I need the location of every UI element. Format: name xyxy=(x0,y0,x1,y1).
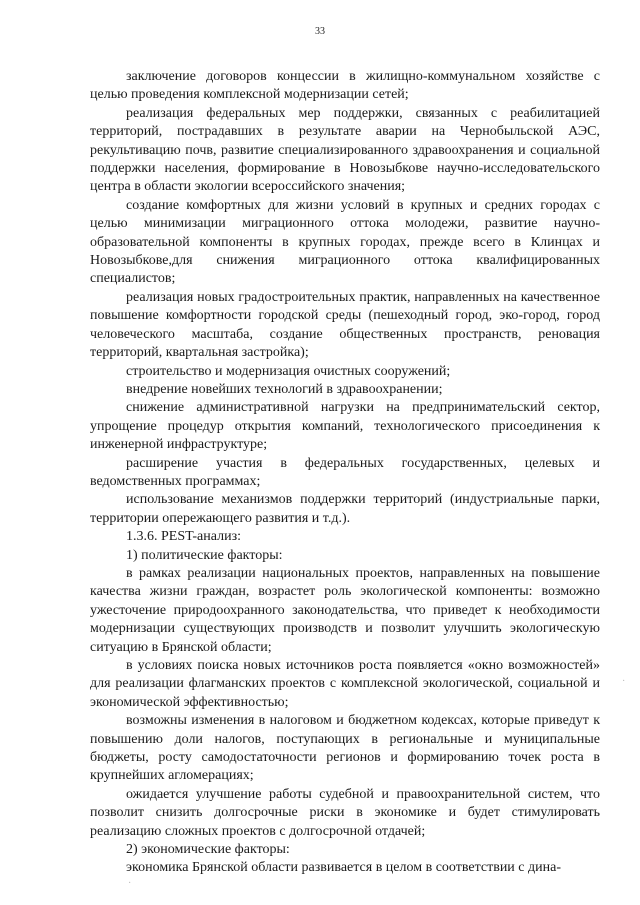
paragraph: использование механизмов поддержки территорий (индустриальные парки, территории опережающего развития и т.д.). xyxy=(90,492,600,526)
paragraph: в рамках реализации национальных проектов, направленных на повышение качества жизни граждан, возрастет роль экологической компоненты: возможно ужесточение природоохранного законодательства, что приведет к необходимости модернизации существующих производств и позволит улучшить экологическую ситуацию в Брянской области; xyxy=(90,565,600,655)
scan-mark: · xyxy=(128,878,132,889)
paragraph: строительство и модернизация очистных сооружений; xyxy=(126,363,451,379)
paragraph: в условиях поиска новых источников роста появляется «окно возможностей» для реализации флагманских проектов с комплексной экологической, социальной и экономической эффективностью; xyxy=(90,658,600,710)
paragraph: внедрение новейших технологий в здравоохранении; xyxy=(126,381,443,397)
paragraph: снижение административной нагрузки на предпринимательский сектор, упрощение процедур открытия компаний, технологического присоединения к инженерной инфраструктуре; xyxy=(90,400,600,453)
paragraph: создание комфортных для жизни условий в крупных и средних городах с целью минимизации миграционного оттока молодежи, развитие научно-образовательной компоненты в крупных городах, прежде всего в Клинцах и Новозыбкове,для снижения миграционного оттока квалифицированных специалистов; xyxy=(90,197,600,287)
paragraph: реализация новых градостроительных практик, направленных на качественное повышение комфортности городской среды (пешеходный город, эко-город, город человеческого масштаба, создание общественных пространств, реновация территорий, квартальная застройка); xyxy=(90,289,600,361)
subsection-heading: 1) политические факторы: xyxy=(126,547,283,563)
body-text xyxy=(90,68,600,878)
paragraph: ожидается улучшение работы судебной и правоохранительной систем, что позволит снизить долгосрочные риски в экономике и будет стимулировать реализацию сложных проектов с долгосрочной отдачей; xyxy=(90,786,600,839)
paragraph: заключение договоров концессии в жилищно-коммунальном хозяйстве с целью проведения комплексной модернизации сетей; xyxy=(90,69,600,103)
paragraph: реализация федеральных мер поддержки, связанных с реабилитацией территорий, пострадавших в результате аварии на Чернобыльской АЭС, рекультивацию почв, развитие специализированного здравоохранения и социальной поддержки населения, формирование в Новозыбкове научно-исследовательского центра в области экологии всероссийского значения; xyxy=(90,105,600,195)
paragraph: экономика Брянской области развивается в целом в соответствии с дина- xyxy=(126,860,561,876)
scan-mark: · xyxy=(622,676,626,687)
subsection-heading: 2) экономические факторы: xyxy=(126,842,290,858)
paragraph: возможны изменения в налоговом и бюджетном кодексах, которые приведут к повышению доли налогов, поступающих в региональные и муниципальные бюджеты, росту самодостаточности регионов и формированию точек роста в крупнейших агломерациях; xyxy=(90,713,600,784)
page-number: 33 xyxy=(315,26,325,37)
section-heading: 1.3.6. PEST-анализ: xyxy=(126,529,241,545)
paragraph: расширение участия в федеральных государственных, целевых и ведомственных программах; xyxy=(90,455,600,489)
